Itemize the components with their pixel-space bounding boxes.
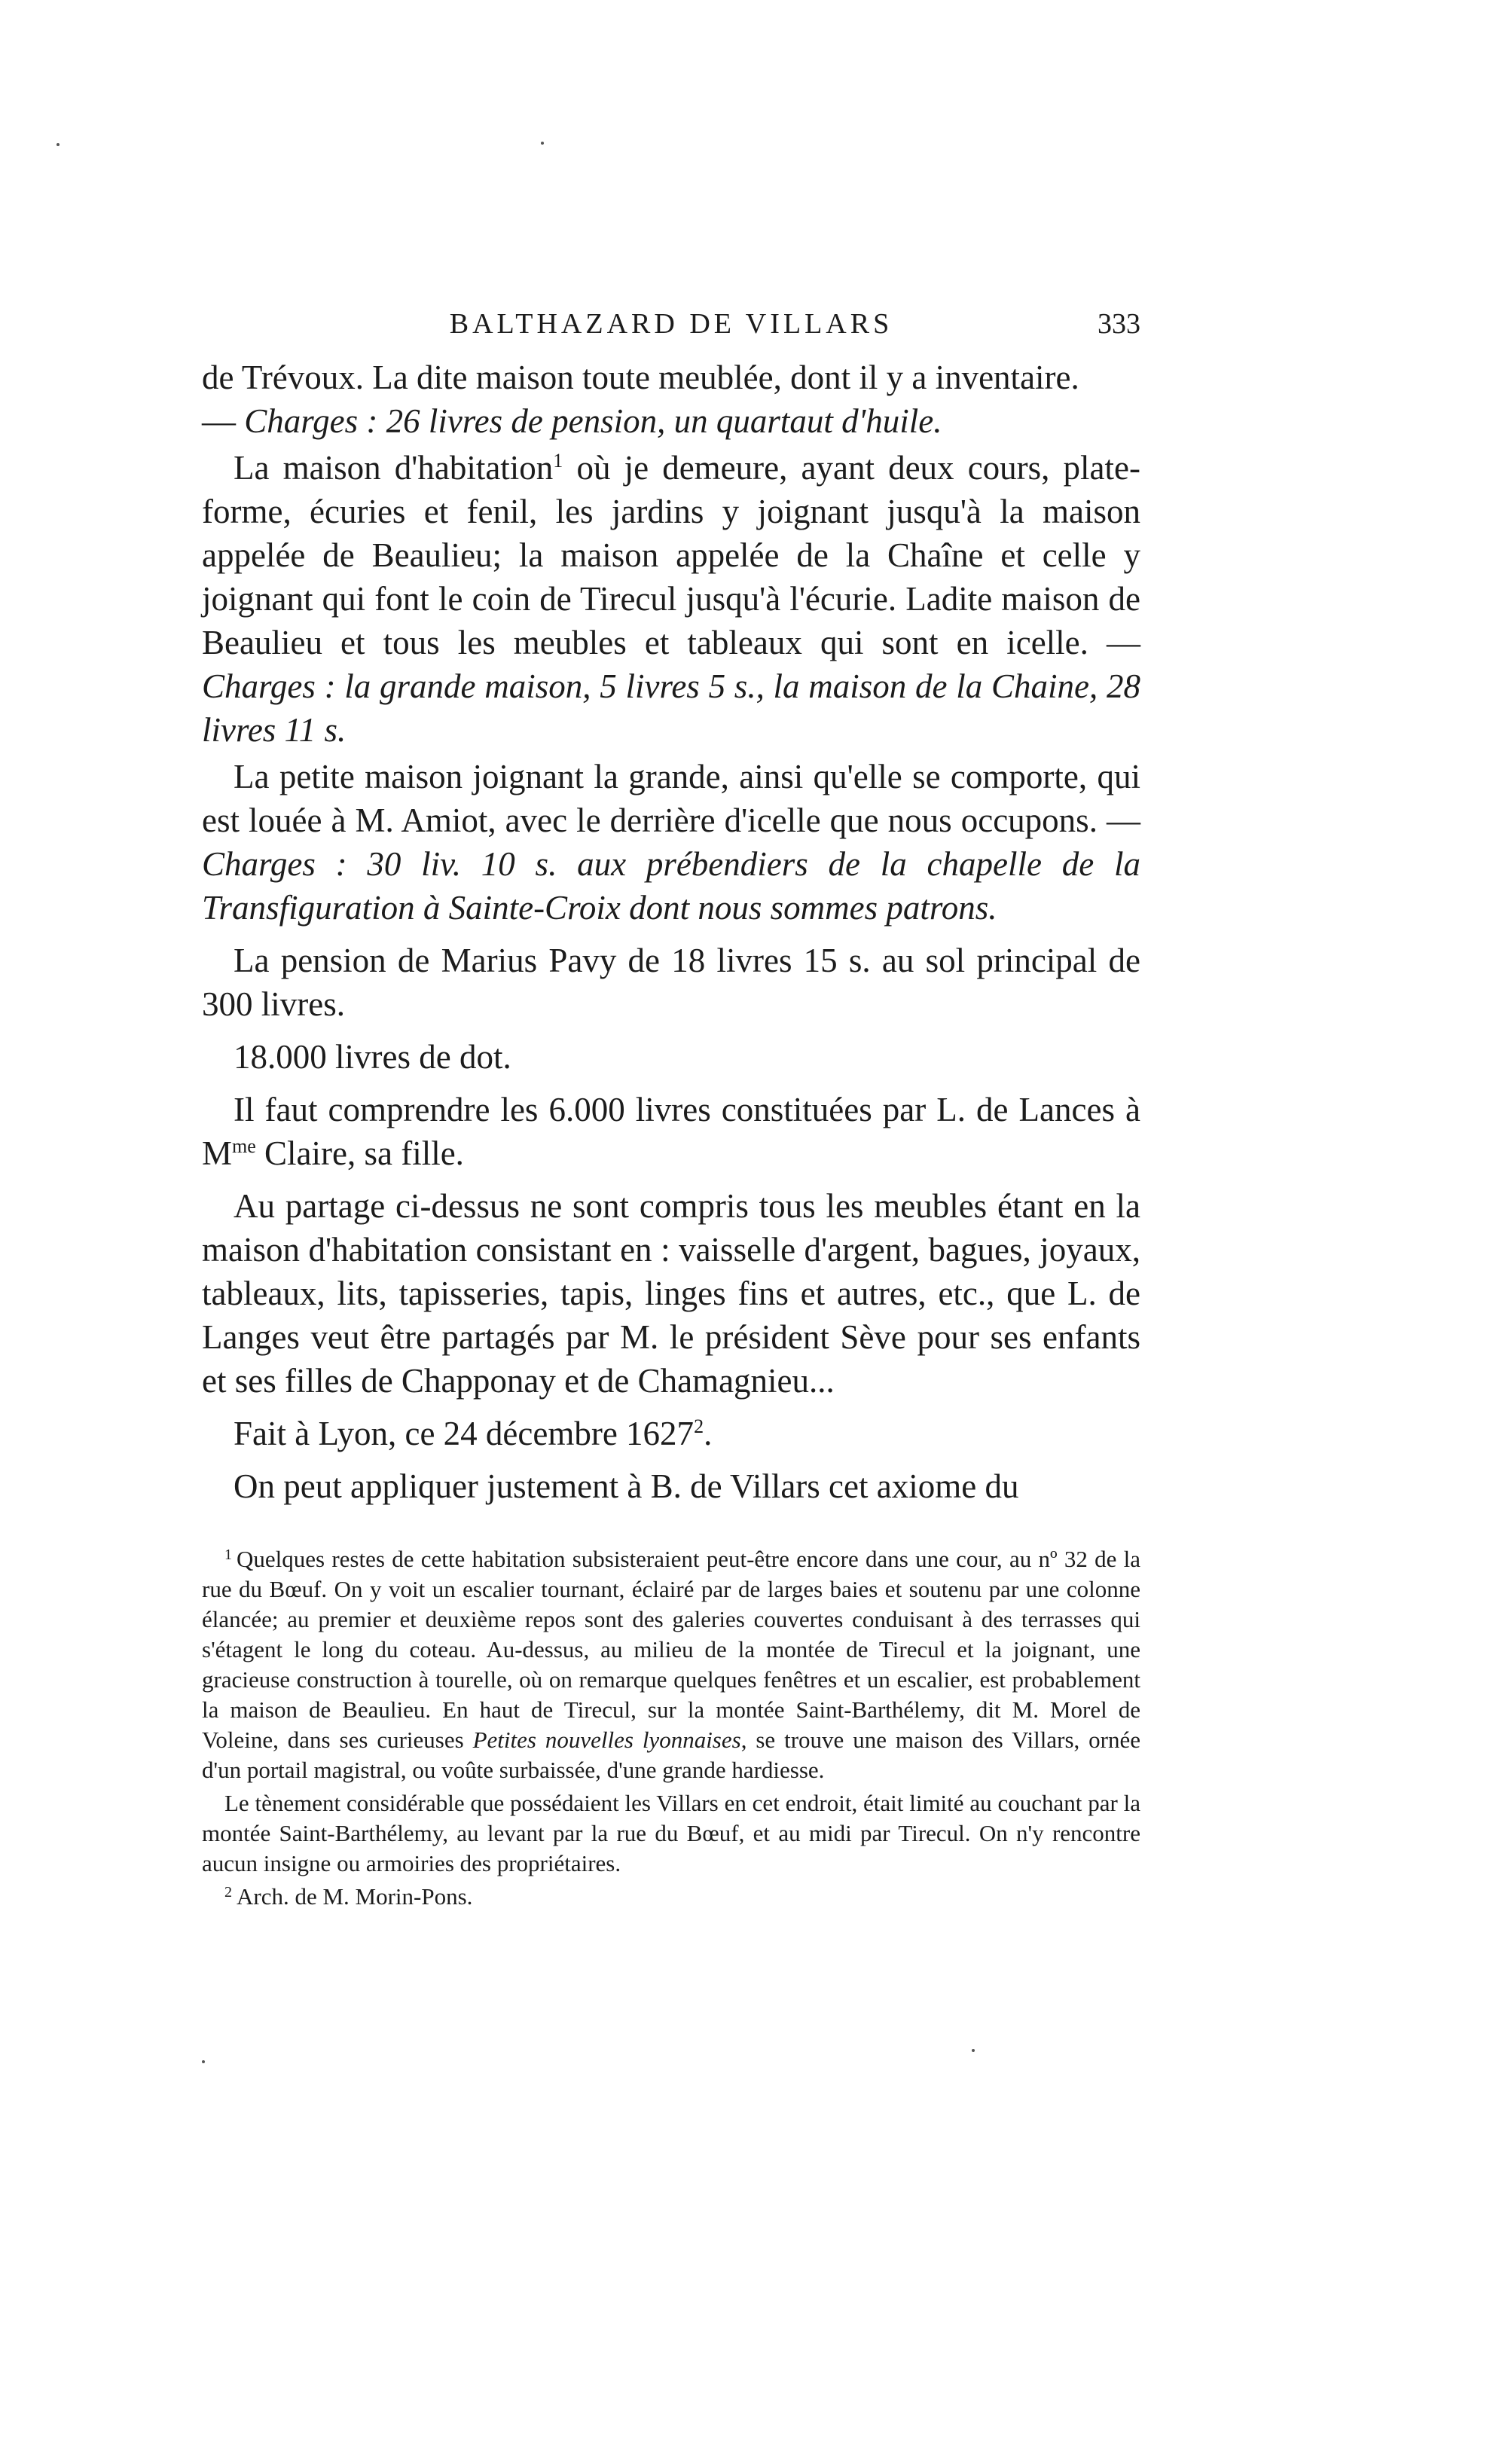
paragraph-6-text-a: Il faut comprendre les 6.000 livres constituées par L. de Lances à M [202, 1091, 1140, 1172]
paragraph-8-end: . [704, 1415, 713, 1452]
paragraph-1 [202, 356, 1140, 443]
footnote-ref-2: 2 [694, 1415, 704, 1437]
paragraph-8-text: Fait à Lyon, ce 24 décembre 1627 [234, 1415, 695, 1452]
paper-speck [56, 143, 60, 146]
footnote-1-paragraph-2: Le tènement considérable que possédaient les Villars en cet endroit, était limité au couchant par la montée Saint-Barthélemy, au levant par la rue du Bœuf, et au midi par Tirecul. On n'y rencontre aucun insigne ou armoiries des propriétaires. [202, 1790, 1140, 1876]
main-text [202, 356, 1140, 1508]
footnote-1-text-a: Quelques restes de cette habitation subsisteraient peut-être encore dans une cour, au nº 32 de la rue du Bœuf. On y voit un escalier tournant, éclairé par de larges baies et soutenu par une colonne élancée; au premier et deuxième repos sont des galeries couvertes conduisant à des terrasses qui s'étagent le long du coteau. Au-dessus, au milieu de la montée de Tirecul et la joignant, une gracieuse construction à tourelle, où on remarque quelques fenêtres et un escalier, est probablement la maison de Beaulieu. En haut de Tirecul, sur la montée Saint-Barthélemy, dit M. Morel de Voleine, dans ses curieuses [202, 1546, 1140, 1753]
paragraph-1-text: de Trévoux. La dite maison toute meublée, dont il y a inventaire. [202, 359, 1079, 396]
paragraph-8 [202, 1412, 1140, 1455]
paragraph-6 [202, 1088, 1140, 1175]
paragraph-3 [202, 755, 1140, 930]
paragraph-9: On peut appliquer justement à B. de Villars cet axiome du [234, 1467, 1019, 1505]
page-header [202, 307, 1140, 353]
footnote-2 [202, 1882, 1140, 1912]
paragraph-2 [202, 446, 1140, 752]
paragraph-2-charges: Charges : la grande maison, 5 livres 5 s., la maison de la Chaine, 28 livres 11 s. [202, 667, 1140, 749]
footnote-2-text: Arch. de M. Morin-Pons. [237, 1883, 473, 1910]
paragraph-3-charges: Charges : 30 liv. 10 s. aux prébendiers de la chapelle de la Transfiguration à Sainte-Croix dont nous sommes patrons. [202, 845, 1140, 927]
footnote-1-text-b: , se trouve une maison des Villars, ornée d'un portail magistral, ou voûte surbaissée, d'une grande hardiesse. [202, 1727, 1141, 1783]
footnote-1 [202, 1544, 1140, 1785]
paragraph-6-superscript: me [232, 1135, 256, 1157]
footnote-1-title: Petites nouvelles lyonnaises [472, 1727, 741, 1753]
footnote-2-mark: 2 [224, 1884, 232, 1901]
paragraph-1-charges: Charges : 26 livres de pension, un quartaut d'huile. [244, 402, 942, 440]
paragraph-1-dash: — [202, 402, 245, 440]
paragraph-3-text: La petite maison joignant la grande, ainsi qu'elle se comporte, qui est louée à M. Amiot, avec le derrière d'icelle que nous occupons. — [202, 758, 1140, 839]
paragraph-7: Au partage ci-dessus ne sont compris tous les meubles étant en la maison d'habitation consistant en : vaisselle d'argent, bagues, joyaux, tableaux, lits, tapisseries, tapis, linges fins et autres, etc., que L. de Langes veut être partagés par M. le président Sève pour ses enfants et ses filles de Chapponay et de Chamagnieu... [202, 1187, 1140, 1400]
paragraph-5: 18.000 livres de dot. [234, 1038, 511, 1076]
footnote-1-mark: 1 [224, 1546, 232, 1563]
footnote-ref-1: 1 [553, 450, 563, 472]
paragraph-2-text-b: où je demeure, ayant deux cours, plate-forme, écuries et fenil, les jardins y joignant jusqu'à la maison appelée de Beaulieu; la maison appelée de la Chaîne et celle y joignant qui font le coin de Tirecul jusqu'à l'écurie. Ladite maison de Beaulieu et tous les meubles et tableaux qui sont en icelle. — [202, 449, 1140, 661]
paper-speck [972, 2049, 975, 2052]
paper-speck [541, 142, 544, 145]
paper-speck [202, 2060, 205, 2063]
running-title: BALTHAZARD DE VILLARS [449, 308, 893, 340]
footnotes [202, 1544, 1140, 1912]
paragraph-2-text-a: La maison d'habitation [234, 449, 554, 487]
paragraph-6-text-b: Claire, sa fille. [255, 1134, 464, 1172]
paragraph-4: La pension de Marius Pavy de 18 livres 15 s. au sol principal de 300 livres. [202, 942, 1140, 1023]
page-number: 333 [1098, 308, 1140, 340]
